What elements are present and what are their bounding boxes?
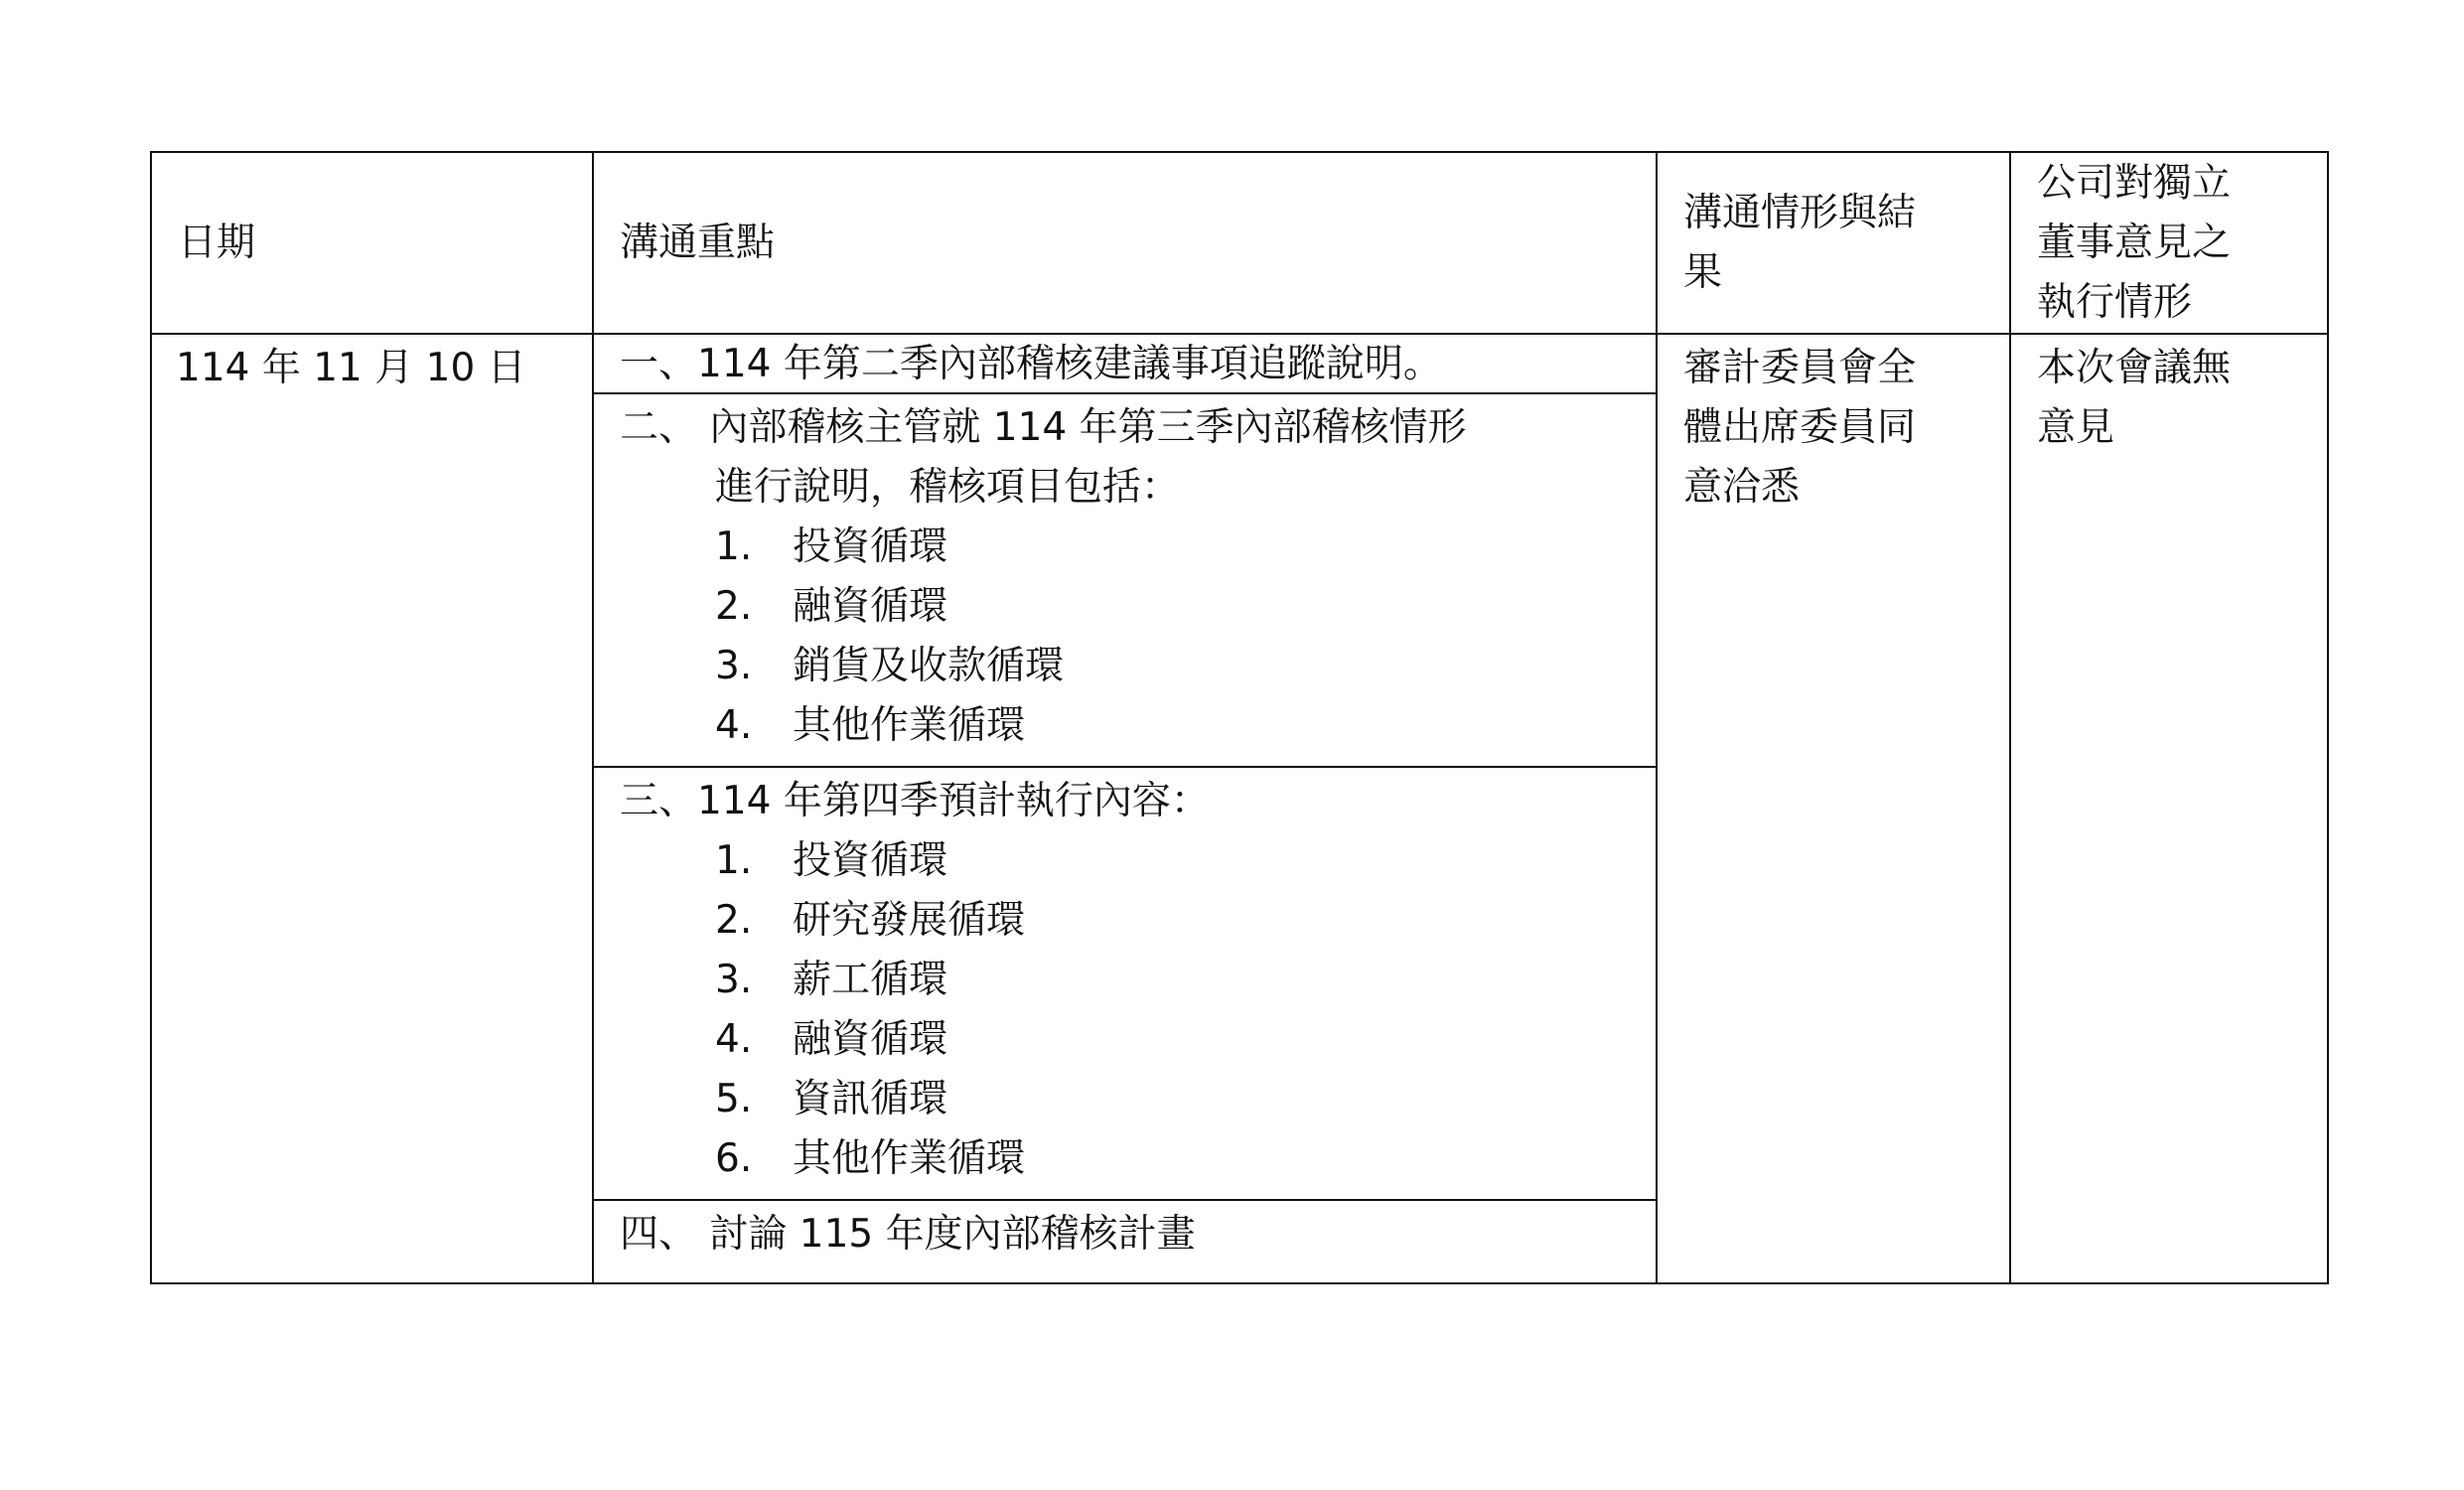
point-item-3 [594, 766, 1656, 1199]
list-item-number: 2. [715, 584, 753, 629]
list-item-number: 3. [715, 644, 753, 688]
header-result-line: 果 [1683, 249, 1723, 295]
list-item [620, 518, 1630, 577]
list-item-text: 研究發展循環 [793, 898, 1026, 943]
point-item-3-line: 三、114 年第四季預計執行內容： [620, 779, 1210, 823]
exec-line: 意見 [2037, 405, 2115, 450]
list-item-number: 2. [715, 898, 753, 943]
list-item-number: 6. [715, 1136, 753, 1181]
list-item [620, 1070, 1630, 1129]
point-item-2 [594, 392, 1656, 766]
meeting-date: 114 年 11 月 10 日 [176, 346, 526, 390]
result-line: 審計委員會全 [1683, 346, 1917, 390]
header-points: 溝通重點 [620, 220, 776, 265]
list-item-text: 融資循環 [793, 1017, 948, 1062]
table-header-row [151, 152, 2328, 334]
list-item [620, 637, 1630, 696]
header-exec [2011, 154, 2327, 333]
header-exec-line: 董事意見之 [2037, 220, 2232, 265]
point-item-2-line: 二、 內部稽核主管就 114 年第三季內部稽核情形 [620, 405, 1467, 450]
result-cell [1657, 334, 2010, 1283]
list-item [620, 831, 1630, 891]
list-item-number: 1. [715, 838, 753, 883]
header-date: 日期 [178, 220, 256, 265]
point-item-4-text: 四、 討論 115 年度內部稽核計畫 [620, 1212, 1196, 1257]
list-item [620, 577, 1630, 637]
list-item-number: 1. [715, 524, 753, 569]
list-item [620, 696, 1630, 756]
header-result [1658, 184, 2009, 303]
list-item-text: 融資循環 [793, 584, 948, 629]
list-item-text: 投資循環 [793, 838, 948, 883]
point-item-2-line: 進行說明，稽核項目包括： [715, 465, 1181, 510]
result-text [1658, 335, 2009, 518]
exec-cell [2010, 334, 2328, 1283]
point-item-1-text: 一、114 年第二季內部稽核建議事項追蹤說明。 [620, 342, 1442, 386]
list-item-text: 投資循環 [793, 524, 948, 569]
header-exec-cell [2010, 152, 2328, 334]
point-item-4 [594, 1199, 1656, 1282]
list-item [620, 951, 1630, 1010]
header-result-line: 溝通情形與結 [1683, 190, 1917, 235]
points-cell [593, 334, 1657, 1283]
result-line: 體出席委員同 [1683, 405, 1917, 450]
list-item [620, 891, 1630, 951]
list-item-number: 3. [715, 958, 753, 1002]
list-item-text: 其他作業循環 [793, 703, 1026, 748]
point-item-1 [594, 335, 1656, 392]
list-item-text: 薪工循環 [793, 958, 948, 1002]
audit-communication-table [150, 151, 2329, 1284]
header-date-cell [151, 152, 593, 334]
table-row [151, 334, 2328, 1283]
exec-line: 本次會議無 [2037, 346, 2232, 390]
result-line: 意洽悉 [1683, 465, 1801, 510]
list-item [620, 1010, 1630, 1070]
list-item [620, 1129, 1630, 1189]
list-item-text: 其他作業循環 [793, 1136, 1026, 1181]
header-exec-line: 執行情形 [2037, 279, 2193, 325]
list-item-number: 4. [715, 1017, 753, 1062]
header-result-cell [1657, 152, 2010, 334]
list-item-number: 4. [715, 703, 753, 748]
header-exec-line: 公司對獨立 [2037, 160, 2232, 206]
date-cell [151, 334, 593, 1283]
list-item-number: 5. [715, 1077, 753, 1121]
exec-text [2011, 335, 2327, 458]
header-points-cell [593, 152, 1657, 334]
list-item-text: 銷貨及收款循環 [793, 644, 1065, 688]
list-item-text: 資訊循環 [793, 1077, 948, 1121]
